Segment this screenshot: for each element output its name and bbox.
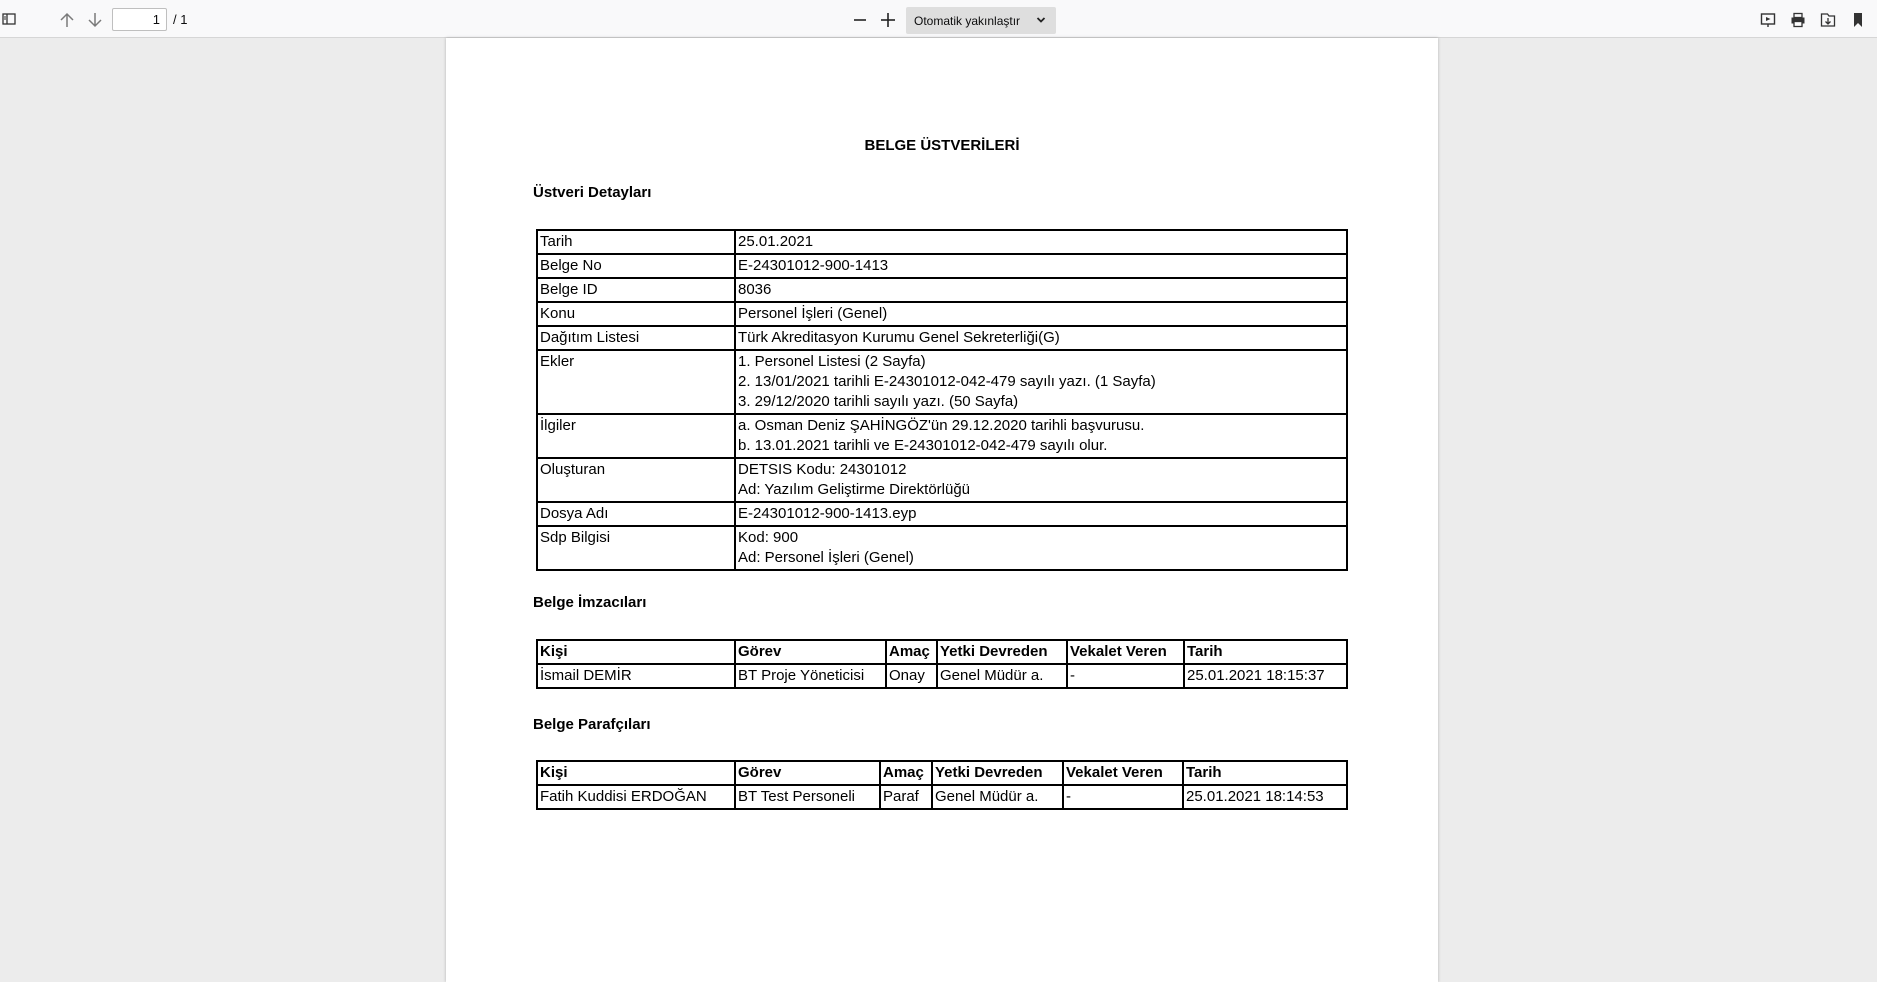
arrow-up-icon — [59, 12, 75, 28]
column-header: Tarih — [1184, 640, 1347, 664]
metadata-value-line: b. 13.01.2021 tarihli ve E-24301012-042-479 sayılı olur. — [738, 437, 1108, 454]
bookmark-icon — [1852, 12, 1864, 28]
table-cell: Paraf — [880, 785, 932, 809]
zoom-in-icon — [880, 12, 896, 28]
zoom-out-icon — [853, 13, 867, 27]
metadata-label: Belge ID — [537, 278, 735, 302]
metadata-row — [537, 326, 1347, 350]
metadata-row — [537, 414, 1347, 458]
metadata-row — [537, 502, 1347, 526]
metadata-value-line: Ad: Yazılım Geliştirme Direktörlüğü — [738, 481, 971, 498]
zoom-in-button[interactable] — [877, 9, 899, 31]
metadata-value-line: DETSIS Kodu: 24301012 — [738, 461, 907, 478]
column-header: Yetki Devreden — [937, 640, 1067, 664]
metadata-value — [735, 302, 1347, 326]
metadata-value-line: Personel İşleri (Genel) — [738, 305, 888, 322]
column-header: Kişi — [537, 761, 735, 785]
metadata-value-line: Türk Akreditasyon Kurumu Genel Sekreterliği(G) — [738, 329, 1060, 346]
zoom-select[interactable] — [906, 7, 1056, 34]
metadata-value-line: Kod: 900 — [738, 529, 799, 546]
download-button[interactable] — [1817, 10, 1839, 30]
table-cell: Genel Müdür a. — [932, 785, 1063, 809]
metadata-value-line: 3. 29/12/2020 tarihli sayılı yazı. (50 Sayfa) — [738, 393, 1019, 410]
metadata-row — [537, 350, 1347, 414]
metadata-value-line: a. Osman Deniz ŞAHİNGÖZ'ün 29.12.2020 tarihli başvurusu. — [738, 417, 1145, 434]
print-icon — [1790, 12, 1806, 28]
zoom-select-label: Otomatik yakınlaştır — [914, 13, 1021, 28]
metadata-value-line: Ad: Personel İşleri (Genel) — [738, 549, 914, 566]
metadata-row — [537, 526, 1347, 570]
sidebar-toggle-icon — [2, 12, 16, 26]
table-cell: 25.01.2021 18:14:53 — [1183, 785, 1347, 809]
signers-heading: Belge İmzacıları — [533, 594, 647, 611]
column-header: Vekalet Veren — [1067, 640, 1184, 664]
pdf-page — [446, 38, 1438, 982]
metadata-value-line: 8036 — [738, 281, 772, 298]
column-header: Amaç — [886, 640, 937, 664]
column-header: Kişi — [537, 640, 735, 664]
table-cell: 25.01.2021 18:15:37 — [1184, 664, 1347, 688]
column-header: Amaç — [880, 761, 932, 785]
document-title: BELGE ÜSTVERİLERİ — [864, 137, 1020, 154]
metadata-label: Oluşturan — [537, 458, 735, 502]
table-row — [537, 664, 1347, 688]
metadata-label: Tarih — [537, 230, 735, 254]
metadata-value — [735, 326, 1347, 350]
metadata-value — [735, 254, 1347, 278]
metadata-label: Sdp Bilgisi — [537, 526, 735, 570]
download-icon — [1820, 12, 1836, 28]
metadata-value-line: E-24301012-900-1413.eyp — [738, 505, 917, 522]
metadata-label: Konu — [537, 302, 735, 326]
metadata-table — [536, 229, 1348, 571]
sidebar-toggle-button[interactable] — [0, 9, 18, 29]
metadata-value — [735, 502, 1347, 526]
metadata-value-line: 2. 13/01/2021 tarihli E-24301012-042-479 sayılı yazı. (1 Sayfa) — [738, 373, 1156, 390]
column-header: Yetki Devreden — [932, 761, 1063, 785]
table-cell: İsmail DEMİR — [537, 664, 735, 688]
metadata-row — [537, 254, 1347, 278]
column-header: Görev — [735, 761, 880, 785]
column-header: Vekalet Veren — [1063, 761, 1183, 785]
presentation-icon — [1760, 12, 1776, 28]
column-header: Tarih — [1183, 761, 1347, 785]
metadata-value — [735, 230, 1347, 254]
metadata-row — [537, 230, 1347, 254]
table-cell: Genel Müdür a. — [937, 664, 1067, 688]
page-number-input[interactable] — [112, 8, 167, 31]
metadata-row — [537, 302, 1347, 326]
arrow-down-icon — [87, 12, 103, 28]
next-page-button[interactable] — [84, 9, 106, 31]
metadata-row — [537, 278, 1347, 302]
zoom-out-button[interactable] — [849, 9, 871, 31]
metadata-value — [735, 414, 1347, 458]
bookmark-button[interactable] — [1848, 10, 1868, 30]
table-cell: BT Proje Yöneticisi — [735, 664, 886, 688]
chevron-down-icon — [1036, 15, 1046, 25]
column-header: Görev — [735, 640, 886, 664]
page-count: / 1 — [173, 12, 188, 27]
previous-page-button[interactable] — [56, 9, 78, 31]
metadata-heading: Üstveri Detayları — [533, 184, 652, 201]
metadata-label: Dosya Adı — [537, 502, 735, 526]
table-cell: Onay — [886, 664, 937, 688]
table-cell: Fatih Kuddisi ERDOĞAN — [537, 785, 735, 809]
metadata-value — [735, 350, 1347, 414]
pdf-toolbar — [0, 0, 1877, 38]
metadata-row — [537, 458, 1347, 502]
presentation-mode-button[interactable] — [1757, 10, 1779, 30]
initialers-heading: Belge Parafçıları — [533, 716, 651, 733]
metadata-value — [735, 526, 1347, 570]
print-button[interactable] — [1787, 10, 1809, 30]
signers-table — [536, 639, 1348, 689]
metadata-label: Belge No — [537, 254, 735, 278]
metadata-value — [735, 458, 1347, 502]
metadata-value — [735, 278, 1347, 302]
table-cell: - — [1067, 664, 1184, 688]
table-cell: - — [1063, 785, 1183, 809]
metadata-label: Ekler — [537, 350, 735, 414]
metadata-value-line: E-24301012-900-1413 — [738, 257, 889, 274]
table-cell: BT Test Personeli — [735, 785, 880, 809]
table-row — [537, 785, 1347, 809]
metadata-value-line: 1. Personel Listesi (2 Sayfa) — [738, 353, 926, 370]
metadata-value-line: 25.01.2021 — [738, 233, 814, 250]
metadata-label: Dağıtım Listesi — [537, 326, 735, 350]
metadata-label: İlgiler — [537, 414, 735, 458]
initialers-table — [536, 760, 1348, 810]
